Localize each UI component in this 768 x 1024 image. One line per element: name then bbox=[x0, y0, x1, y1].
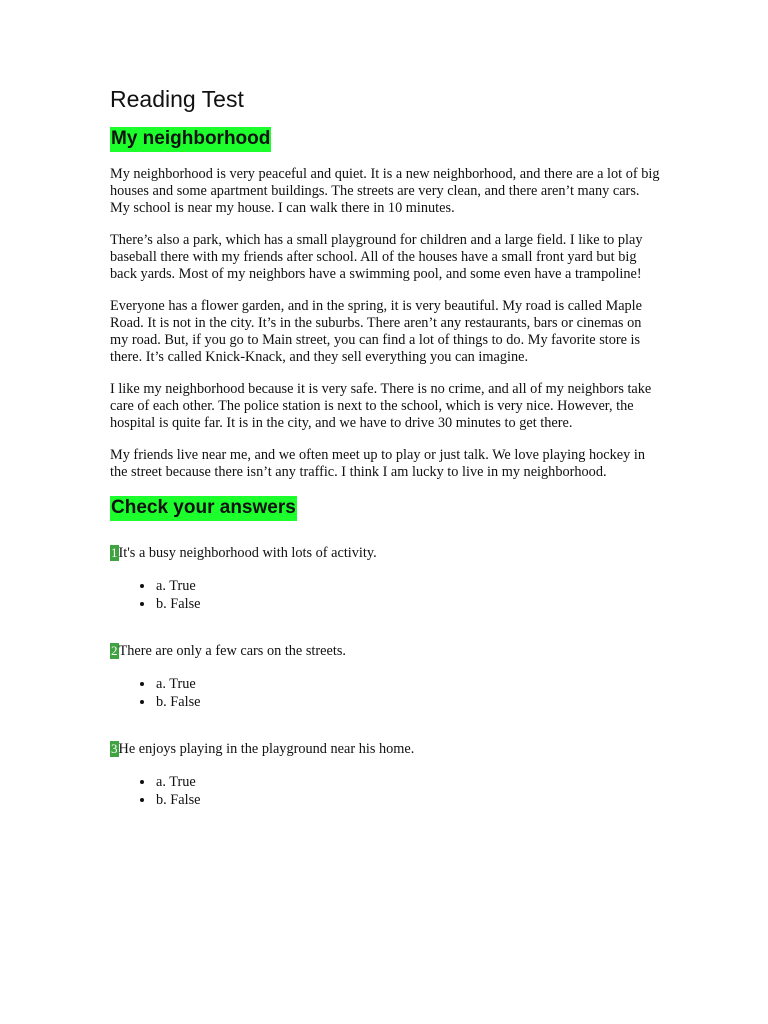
section-heading-wrap bbox=[110, 496, 660, 521]
option-label: b. False bbox=[156, 792, 201, 808]
option-label: b. False bbox=[156, 694, 201, 710]
question-number-badge: 1 bbox=[111, 545, 118, 560]
question-block-1 bbox=[110, 545, 660, 613]
question-text: He enjoys playing in the playground near his home. bbox=[118, 741, 415, 757]
option-label: a. True bbox=[156, 676, 196, 692]
option-label: a. True bbox=[156, 578, 196, 594]
question-text: There are only a few cars on the streets. bbox=[118, 643, 346, 659]
quiz-section bbox=[110, 496, 660, 809]
section-heading-neighborhood: My neighborhood bbox=[110, 127, 271, 152]
bullet-icon bbox=[140, 700, 144, 704]
answer-option-false[interactable] bbox=[132, 595, 660, 613]
question-2 bbox=[110, 643, 660, 660]
answer-options bbox=[110, 577, 660, 613]
bullet-icon bbox=[140, 780, 144, 784]
bullet-icon bbox=[140, 584, 144, 588]
story-paragraph-1: My neighborhood is very peaceful and quiet. It is a new neighborhood, and there are a lot of big houses and some apartment buildings. The streets are very clean, and there aren’t many cars. My school is near my house. I can walk there in 10 minutes. bbox=[110, 166, 660, 216]
option-label: b. False bbox=[156, 596, 201, 612]
answer-option-true[interactable] bbox=[132, 773, 660, 791]
story-paragraph-5: My friends live near me, and we often meet up to play or just talk. We love playing hockey in the street because there isn’t any traffic. I think I am lucky to live in my neighborhood. bbox=[110, 447, 645, 480]
answer-options bbox=[110, 675, 660, 711]
story-paragraph-3: Everyone has a flower garden, and in the spring, it is very beautiful. My road is called Maple Road. It is not in the city. It’s in the suburbs. There aren’t any restaurants, bars or cinemas on my road. But, if you go to Main street, you can find a lot of things to do. My favorite store is there. It’s called Knick-Knack, and they sell everything you can imagine. bbox=[110, 298, 643, 365]
question-3 bbox=[110, 741, 660, 758]
question-block-2 bbox=[110, 643, 660, 711]
answer-option-false[interactable] bbox=[132, 791, 660, 809]
question-number-badge: 2 bbox=[111, 643, 118, 658]
story-paragraph-2: There’s also a park, which has a small playground for children and a large field. I like to play baseball there with my friends after school. All of the houses have a small front yard but big back yards. Most of my neighbors have a swimming pool, and some even have a trampoline! bbox=[110, 232, 643, 282]
page-title: Reading Test bbox=[110, 86, 244, 112]
section-heading-check-answers: Check your answers bbox=[110, 496, 297, 521]
answer-option-true[interactable] bbox=[132, 577, 660, 595]
story-paragraph-4: I like my neighborhood because it is very safe. There is no crime, and all of my neighbors take care of each other. The police station is next to the school, which is very nice. However, the hospital is quite far. It is in the city, and we have to drive 30 minutes to get there. bbox=[110, 381, 652, 431]
answer-option-false[interactable] bbox=[132, 693, 660, 711]
section-heading-wrap bbox=[110, 127, 660, 152]
bullet-icon bbox=[140, 682, 144, 686]
bullet-icon bbox=[140, 602, 144, 606]
document-page bbox=[110, 84, 660, 839]
bullet-icon bbox=[140, 798, 144, 802]
question-block-3 bbox=[110, 741, 660, 809]
question-1 bbox=[110, 545, 660, 562]
question-text: It's a busy neighborhood with lots of activity. bbox=[118, 545, 377, 561]
option-label: a. True bbox=[156, 774, 196, 790]
answer-option-true[interactable] bbox=[132, 675, 660, 693]
question-number-badge: 3 bbox=[111, 741, 118, 756]
answer-options bbox=[110, 773, 660, 809]
